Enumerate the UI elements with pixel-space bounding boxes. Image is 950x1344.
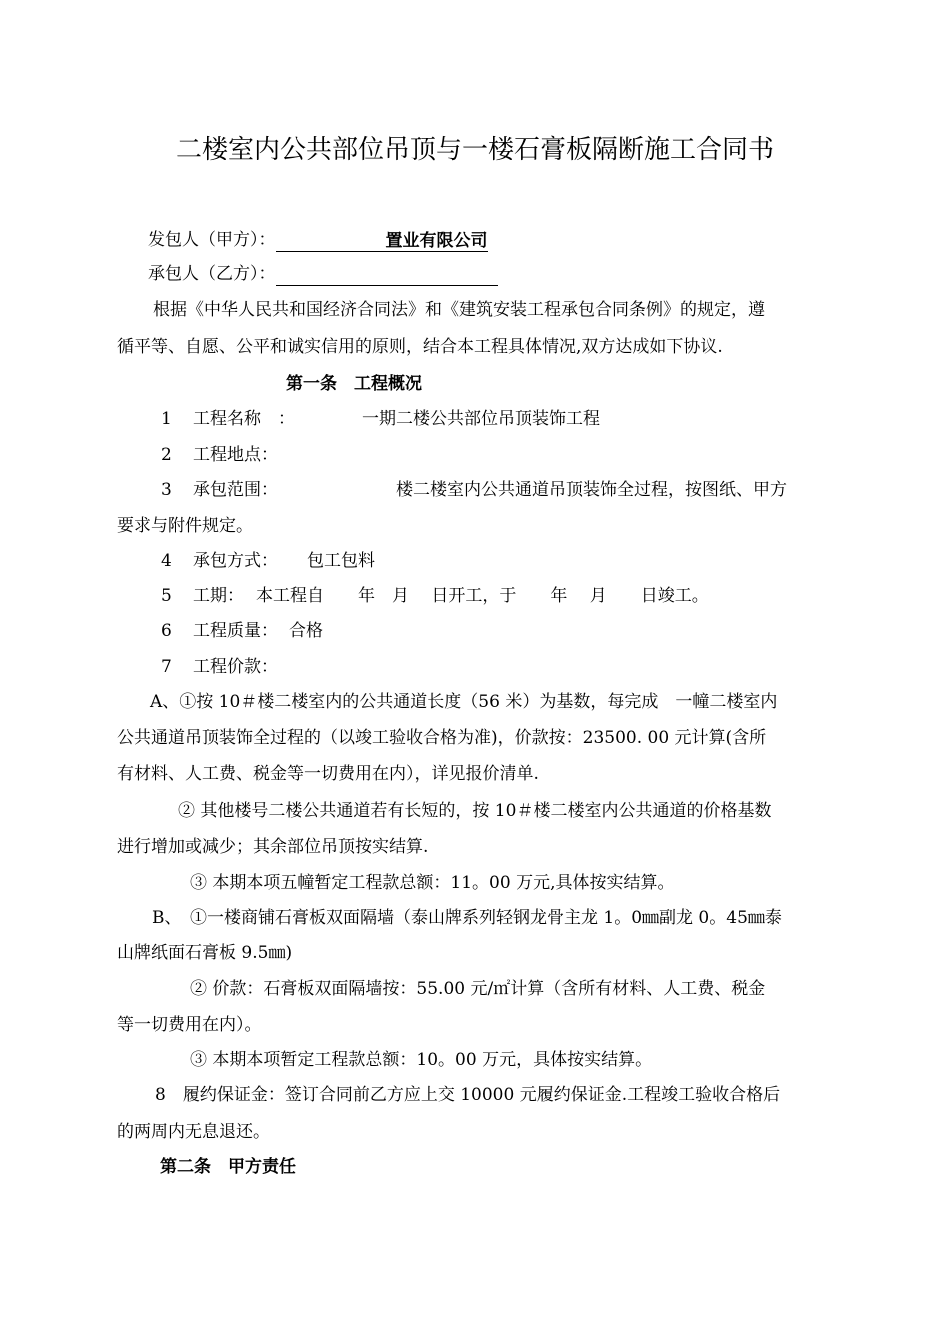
intro-line-2: 循平等、自愿、公平和诚实信用的原则，结合本工程具体情况,双方达成如下协议. — [117, 337, 723, 357]
party-b-line — [148, 262, 498, 286]
item-5-value: 本工程自 年 月 日开工，于 年 月 日竣工。 — [256, 586, 709, 606]
item-4-num: 4 — [161, 551, 172, 571]
item-5-label: 工期： — [193, 586, 244, 606]
item-7-num: 7 — [161, 657, 172, 677]
item-1-label: 工程名称 ： — [193, 409, 295, 429]
item-2-label: 工程地点： — [193, 445, 278, 465]
item-3-continuation: 要求与附件规定。 — [117, 516, 253, 536]
a-line-2: 公共通道吊顶装饰全过程的（以竣工验收合格为准)，价款按：23500. 00 元计算(含所 — [117, 728, 767, 748]
a-line-3: 有材料、人工费、税金等一切费用在内），详见报价清单. — [117, 764, 539, 784]
item-8-line-1: 8 履约保证金：签订合同前乙方应上交 10000 元履约保证金.工程竣工验收合格后 — [155, 1085, 781, 1105]
party-b-label: 承包人（乙方）： — [148, 264, 276, 284]
party-a-underline — [276, 229, 488, 252]
a2-line-1: ② 其他楼号二楼公共通道若有长短的，按 10＃楼二楼室内公共通道的价格基数 — [178, 801, 772, 821]
party-a-line — [148, 228, 488, 252]
section-2-title: 第二条 甲方责任 — [160, 1157, 296, 1177]
item-1-num: 1 — [161, 409, 172, 429]
party-a-label: 发包人（甲方）： — [148, 230, 276, 250]
b-line-1: B、 ①一楼商铺石膏板双面隔墙（泰山牌系列轻钢龙骨主龙 1。0㎜副龙 0。45㎜泰 — [152, 908, 782, 928]
item-3-num: 3 — [161, 480, 172, 500]
b3-line: ③ 本期本项暂定工程款总额：10。00 万元，具体按实结算。 — [190, 1050, 653, 1070]
party-b-underline — [276, 263, 498, 286]
item-1-value: 一期二楼公共部位吊顶装饰工程 — [362, 409, 600, 429]
item-7-label: 工程价款： — [193, 657, 278, 677]
item-4-label: 承包方式： — [193, 551, 278, 571]
a-line-1: A、①按 10＃楼二楼室内的公共通道长度（56 米）为基数，每完成 一幢二楼室内 — [150, 692, 778, 712]
a2-line-2: 进行增加或减少；其余部位吊顶按实结算. — [117, 837, 429, 857]
item-5-num: 5 — [161, 586, 172, 606]
intro-line-1: 根据《中华人民共和国经济合同法》和《建筑安装工程承包合同条例》的规定，遵 — [153, 300, 765, 320]
item-2-num: 2 — [161, 445, 172, 465]
item-6-label: 工程质量： — [193, 621, 278, 641]
b2-line-2: 等一切费用在内）。 — [117, 1015, 262, 1035]
a3-line: ③ 本期本项五幢暂定工程款总额：11。00 万元,具体按实结算。 — [190, 873, 675, 893]
item-6-num: 6 — [161, 621, 172, 641]
item-8-line-2: 的两周内无息退还。 — [117, 1122, 270, 1142]
b-line-2: 山牌纸面石膏板 9.5㎜) — [117, 943, 293, 963]
b2-line-1: ② 价款：石膏板双面隔墙按：55.00 元/㎡计算（含所有材料、人工费、税金 — [190, 979, 766, 999]
item-4-value: 包工包料 — [307, 551, 375, 571]
party-a-name: 置业有限公司 — [385, 231, 488, 251]
item-6-value: 合格 — [289, 621, 323, 641]
section-1-title: 第一条 工程概况 — [286, 374, 422, 394]
item-3-label: 承包范围： — [193, 480, 278, 500]
document-title: 二楼室内公共部位吊顶与一楼石膏板隔断施工合同书 — [175, 135, 774, 165]
item-3-value: 楼二楼室内公共通道吊顶装饰全过程，按图纸、甲方 — [396, 480, 787, 500]
